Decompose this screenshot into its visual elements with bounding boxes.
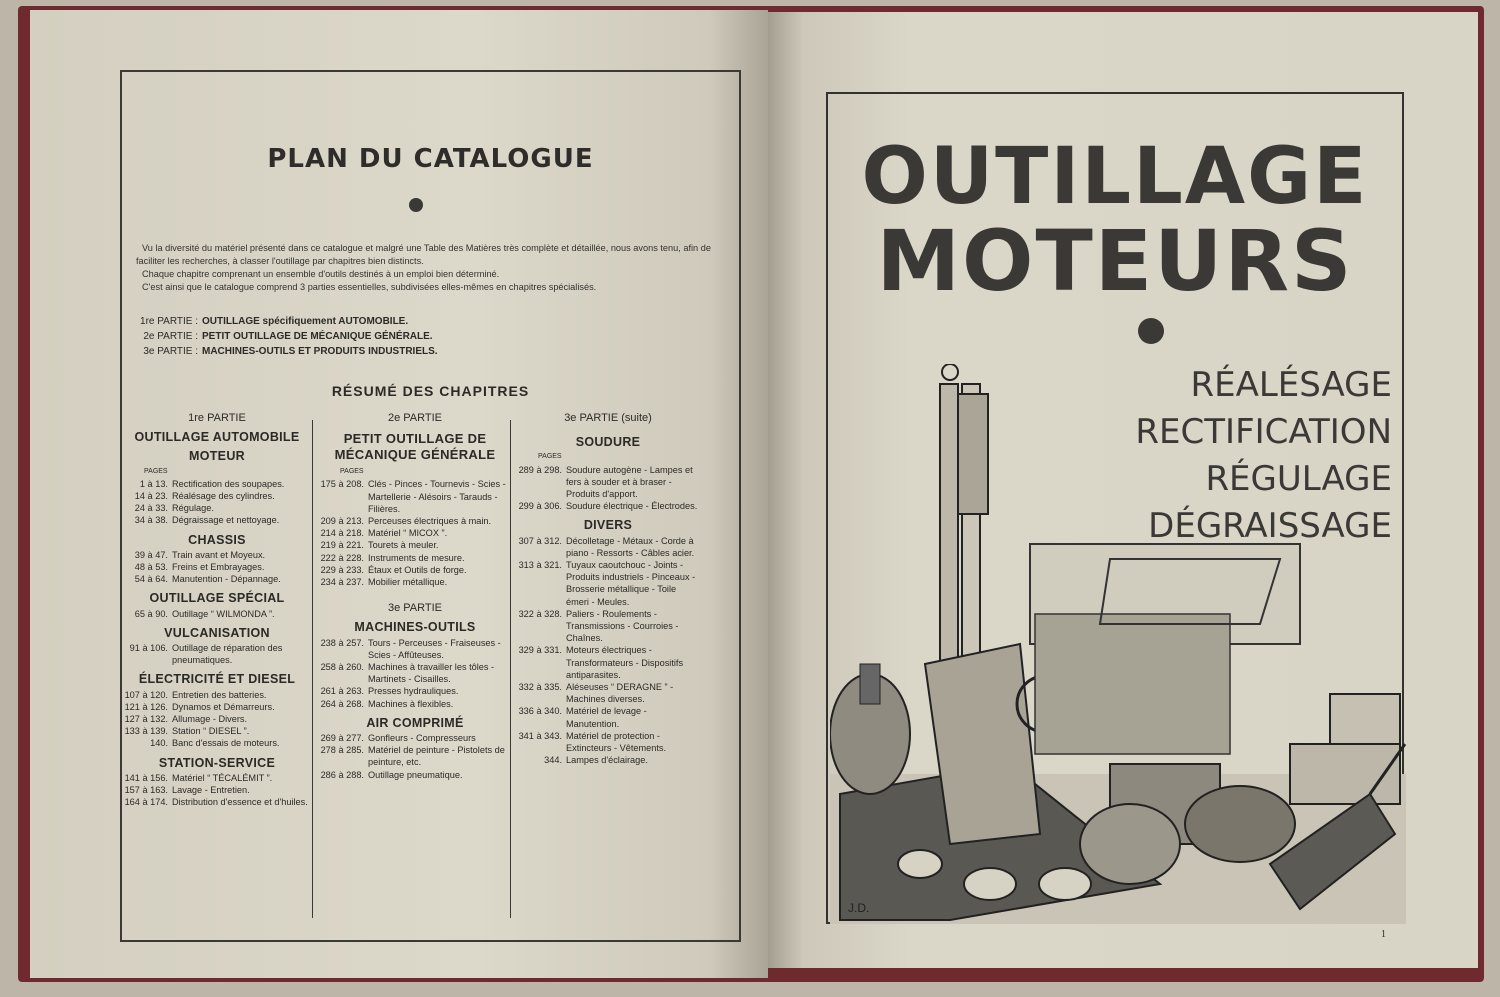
chapter-entry [124,701,310,713]
bullet-dot [409,198,423,212]
intro-text [136,242,730,294]
service-item: DÉGRAISSAGE [1148,506,1392,546]
part-heading: 2e PARTIE [387,412,442,424]
entry-text: Lampes d'éclairage. [566,755,648,766]
chapter-entry [124,689,310,701]
entry-pages: 24 à 33. [134,503,168,514]
entry-pages: 238 à 257. [320,637,364,648]
part-text: MACHINES-OUTILS ET PRODUITS INDUSTRIELS. [202,346,438,357]
resume-title: RÉSUMÉ DES CHAPITRES [331,383,530,399]
chapter-entry [124,502,310,514]
entry-pages: 344. [544,755,562,766]
intro-paragraph: Chaque chapitre comprenant un ensemble d'outils destinés à un emploi bien déterminé. [142,269,500,279]
entry-text: Outillage de réparation des pneumatiques. [172,643,283,666]
intro-paragraph: C'est ainsi que le catalogue comprend 3 parties essentielles, subdivisées elles-mêmes en chapitres spécialisés. [142,282,597,292]
chapter-entry [320,539,510,551]
headline-outillage: OUTILLAGE [861,132,1369,222]
section-heading: MACHINES-OUTILS [354,620,476,635]
chapter-entry [518,464,698,501]
entry-text: Décolletage - Métaux - Corde à piano - Ressorts - Câbles acier. [566,535,695,558]
entry-text: Allumage - Divers. [172,714,248,725]
entry-text: Moteurs électriques - Transformateurs - Dispositifs antiparasites. [566,645,684,680]
entry-text: Machines à flexibles. [368,698,454,709]
chapter-entry [320,527,510,539]
entry-text: Entretien des batteries. [172,689,267,700]
entry-pages: 336 à 340. [518,706,562,717]
chapter-entry [320,478,510,515]
entry-text: Distribution d'essence et d'huiles. [172,797,308,808]
chapter-entry [518,705,698,729]
entry-pages: 34 à 38. [134,515,168,526]
chapter-entry [124,642,310,666]
chapter-entry [124,772,310,784]
entry-pages: 341 à 343. [518,730,562,741]
entry-pages: 258 à 260. [320,662,364,673]
headline-moteurs: MOTEURS [876,212,1354,310]
left-page [30,10,768,978]
entry-pages: 329 à 331. [518,645,562,656]
entry-text: Soudure autogène - Lampes et fers à souder et à braser - Produits d'apport. [566,464,693,500]
section-heading: OUTILLAGE SPÉCIAL [149,591,285,606]
section-heading: VULCANISATION [164,625,270,640]
entry-text: Banc d'essais de moteurs. [172,738,280,749]
page-number: 1 [1381,929,1386,940]
column-divider [510,420,511,918]
entry-pages: 214 à 218. [320,528,364,539]
part-label: 2e PARTIE : [143,331,198,342]
entry-pages: 261 à 263. [320,686,364,697]
chapter-entry [320,732,510,744]
entry-pages: 286 à 288. [320,769,364,780]
entry-text: Station “ DIESEL ”. [172,726,250,737]
chapter-entry [124,608,310,620]
entry-text: Étaux et Outils de forge. [368,564,467,575]
entry-pages: 91 à 106. [129,643,168,654]
entry-pages: 48 à 53. [134,562,168,573]
entry-text: Soudure électrique - Électrodes. [566,501,698,512]
entry-text: Outillage pneumatique. [368,769,463,780]
entry-pages: 65 à 90. [134,608,168,619]
illustration-signature: J.D. [848,901,870,915]
entry-pages: 54 à 64. [134,574,168,585]
entry-text: Tourets à meuler. [368,540,439,551]
column-title: OUTILLAGE AUTOMOBILE [134,430,300,445]
entry-text: Lavage - Entretien. [172,785,250,796]
entry-pages: 299 à 306. [518,501,562,512]
entry-pages: 269 à 277. [320,733,364,744]
section-heading: MOTEUR [189,449,245,464]
entry-text: Aléseuses “ DERAGNE ” - Machines diverses. [566,682,674,705]
entry-text: Perceuses électriques à main. [368,516,492,527]
entry-pages: 264 à 268. [320,698,364,709]
part-row [136,314,438,329]
entry-pages: 229 à 233. [320,564,364,575]
chapter-entry [124,784,310,796]
chapter-entry [124,725,310,737]
entry-text: Matériel “ TÉCALÉMIT ”. [172,772,273,783]
entry-text: Dégraissage et nettoyage. [172,515,280,526]
services-list [1135,362,1392,550]
chapter-entry [124,478,310,490]
entry-pages: 209 à 213. [320,516,364,527]
entry-text: Matériel de levage - Manutention. [566,706,647,729]
entry-text: Manutention - Dépannage. [172,574,281,585]
chapter-entry [124,737,310,749]
service-item: RÉGULAGE [1205,459,1392,499]
chapter-entry [124,796,310,808]
chapter-entry [518,559,698,608]
chapter-entry [518,608,698,645]
entry-pages: 133 à 139. [124,726,168,737]
chapter-entry [320,552,510,564]
entry-text: Paliers - Roulements - Transmissions - Courroies - Chaînes. [566,608,679,644]
parts-list [136,314,438,359]
chapter-entry [320,744,510,768]
entry-pages: 278 à 285. [320,745,364,756]
entry-text: Mobilier métallique. [368,577,448,588]
service-item: RÉALÉSAGE [1190,365,1392,405]
catalogue-plan-frame [120,70,741,942]
entry-text: Clés - Pinces - Tournevis - Scies - Martellerie - Alésoirs - Tarauds - Filières. [368,479,506,514]
part-text: PETIT OUTILLAGE DE MÉCANIQUE GÉNÉRALE. [202,331,433,342]
entry-text: Outillage “ WILMONDA ”. [172,608,275,619]
part-label: 3e PARTIE : [143,346,198,357]
advert-frame [826,92,1404,924]
section-heading: DIVERS [583,518,633,533]
pages-label: PAGES [340,468,364,476]
pages-label: PAGES [144,467,168,475]
chapter-entry [320,685,510,697]
part-text: OUTILLAGE spécifiquement AUTOMOBILE. [202,316,409,327]
chapter-entry [518,681,698,705]
entry-pages: 234 à 237. [320,577,364,588]
entry-pages: 289 à 298. [518,464,562,475]
entry-text: Réalésage des cylindres. [172,491,275,502]
entry-text: Tours - Perceuses - Fraiseuses - Scies - Affûteuses. [368,637,501,660]
column-part-3 [518,412,698,766]
chapter-entry [320,515,510,527]
entry-pages: 127 à 132. [124,714,168,725]
column-part-2 [320,412,510,781]
entry-pages: 140. [150,738,168,749]
entry-text: Freins et Embrayages. [172,562,265,573]
right-page [768,12,1478,968]
section-heading: STATION-SERVICE [158,755,276,770]
entry-text: Instruments de mesure. [368,552,465,563]
entry-pages: 313 à 321. [518,560,562,571]
entry-text: Rectification des soupapes. [172,478,285,489]
entry-pages: 175 à 208. [320,479,364,490]
chapter-entry [518,535,698,559]
entry-pages: 222 à 228. [320,552,364,563]
part-heading: 1re PARTIE [188,412,246,424]
entry-text: Matériel de peinture - Pistolets de peinture, etc. [368,745,505,768]
section-heading: SOUDURE [575,435,641,450]
part-heading: 3e PARTIE (suite) [564,412,652,424]
entry-text: Régulage. [172,503,214,514]
entry-pages: 307 à 312. [518,535,562,546]
entry-text: Matériel “ MICOX ”. [368,528,448,539]
page-title: PLAN DU CATALOGUE [267,144,594,174]
entry-text: Presses hydrauliques. [368,686,459,697]
part-row [136,344,438,359]
column-divider [312,420,313,918]
service-item: RECTIFICATION [1135,412,1392,452]
chapter-entry [124,561,310,573]
entry-text: Gonfleurs - Compresseurs [368,733,476,744]
pages-label: PAGES [538,453,562,461]
chapters-columns [122,412,739,932]
column-part-1 [124,412,310,808]
bullet-dot [1138,318,1164,344]
entry-pages: 107 à 120. [124,689,168,700]
section-heading: CHASSIS [188,532,246,547]
entry-text: Tuyaux caoutchouc - Joints - Produits industriels - Pinceaux - Brosserie métallique - Toile émeri - Meules. [566,560,696,607]
part-heading: 3e PARTIE [387,602,442,615]
entry-pages: 1 à 13. [139,478,168,489]
chapter-entry [320,637,510,661]
chapter-entry [124,573,310,585]
entry-pages: 14 à 23. [134,491,168,502]
chapter-entry [124,549,310,561]
entry-text: Machines à travailler les tôles - Martinets - Cisailles. [368,662,495,685]
entry-pages: 322 à 328. [518,608,562,619]
entry-text: Matériel de protection - Extincteurs - Vêtements. [566,730,667,754]
entry-pages: 141 à 156. [124,772,168,783]
entry-pages: 164 à 174. [124,797,168,808]
intro-paragraph: Vu la diversité du matériel présenté dans ce catalogue et malgré une Table des Matières très complète et détaillée, nous avons tenu, afin de faciliter les recherches, à classer l'outillage par chapitres bien distincts. [136,243,711,266]
entry-text: Dynamos et Démarreurs. [172,701,275,712]
entry-pages: 157 à 163. [124,785,168,796]
entry-pages: 39 à 47. [134,549,168,560]
entry-pages: 219 à 221. [320,540,364,551]
section-heading: ÉLECTRICITÉ ET DIESEL [138,672,296,687]
chapter-entry [320,769,510,781]
chapter-entry [518,730,698,754]
entry-pages: 332 à 335. [518,682,562,693]
part-label: 1re PARTIE : [140,316,198,327]
chapter-entry [320,576,510,588]
column-title: PETIT OUTILLAGE DE MÉCANIQUE GÉNÉRALE [334,431,496,463]
chapter-entry [320,698,510,710]
chapter-entry [518,500,698,512]
chapter-entry [124,514,310,526]
chapter-entry [124,713,310,725]
chapter-entry [320,661,510,685]
section-heading: AIR COMPRIMÉ [366,715,464,730]
part-row [136,329,438,344]
chapter-entry [518,644,698,681]
chapter-entry [320,564,510,576]
chapter-entry [518,754,698,766]
entry-pages: 121 à 126. [124,701,168,712]
chapter-entry [124,490,310,502]
entry-text: Train avant et Moyeux. [172,549,266,560]
